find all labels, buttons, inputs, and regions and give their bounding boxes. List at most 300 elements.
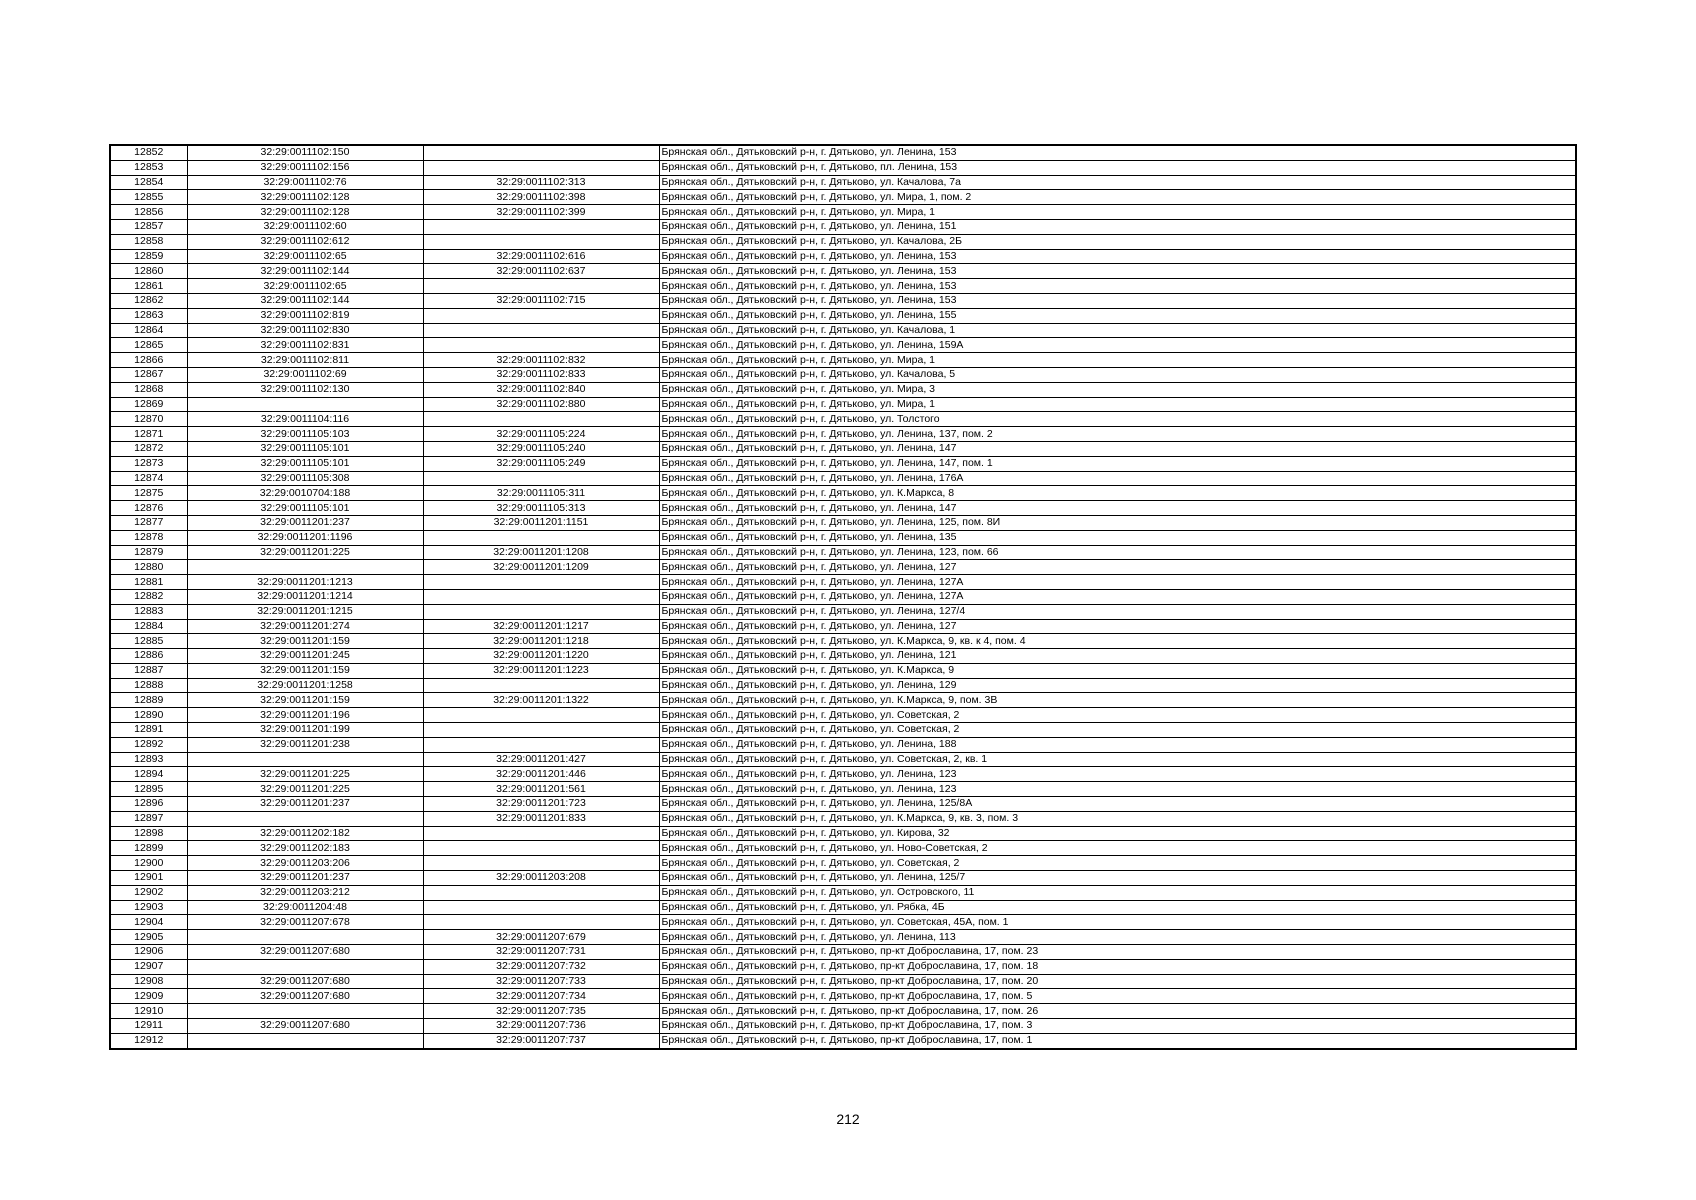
table-row: [110, 871, 1576, 886]
address-cell: Брянская обл., Дятьковский р-н, г. Дятьково, ул. К.Маркса, 8: [659, 486, 1576, 501]
parcel-number-cell: 32:29:0011204:48: [187, 900, 423, 915]
parcel-number-cell: 32:29:0011105:101: [187, 441, 423, 456]
page-number: 212: [836, 1111, 860, 1127]
table-row: [110, 752, 1576, 767]
row-number-cell: 12859: [110, 249, 187, 264]
address-cell: Брянская обл., Дятьковский р-н, г. Дятьково, ул. Кирова, 32: [659, 826, 1576, 841]
object-number-cell: [423, 471, 659, 486]
address-cell: Брянская обл., Дятьковский р-н, г. Дятьково, ул. Качалова, 1: [659, 323, 1576, 338]
table-row: [110, 308, 1576, 323]
cadastral-table: [109, 144, 1577, 1050]
row-number-cell: 12899: [110, 841, 187, 856]
object-number-cell: 32:29:0011102:832: [423, 353, 659, 368]
row-number-cell: 12904: [110, 915, 187, 930]
parcel-number-cell: 32:29:0011201:1213: [187, 575, 423, 590]
row-number-cell: 12910: [110, 1004, 187, 1019]
parcel-number-cell: 32:29:0011207:680: [187, 974, 423, 989]
address-cell: Брянская обл., Дятьковский р-н, г. Дятьково, ул. Ленина, 127: [659, 619, 1576, 634]
object-number-cell: [423, 589, 659, 604]
parcel-number-cell: 32:29:0011201:159: [187, 663, 423, 678]
parcel-number-cell: 32:29:0011105:103: [187, 427, 423, 442]
row-number-cell: 12888: [110, 678, 187, 693]
address-cell: Брянская обл., Дятьковский р-н, г. Дятьково, ул. Качалова, 7а: [659, 175, 1576, 190]
table-row: [110, 249, 1576, 264]
row-number-cell: 12887: [110, 663, 187, 678]
table-row: [110, 205, 1576, 220]
address-cell: Брянская обл., Дятьковский р-н, г. Дятьково, ул. Ленина, 159А: [659, 338, 1576, 353]
address-cell: Брянская обл., Дятьковский р-н, г. Дятьково, ул. Советская, 2: [659, 856, 1576, 871]
address-cell: Брянская обл., Дятьковский р-н, г. Дятьково, ул. Советская, 2, кв. 1: [659, 752, 1576, 767]
table-row: [110, 856, 1576, 871]
object-number-cell: [423, 145, 659, 160]
object-number-cell: 32:29:0011207:731: [423, 945, 659, 960]
address-cell: Брянская обл., Дятьковский р-н, г. Дятьково, ул. Ленина, 125, пом. 8И: [659, 515, 1576, 530]
table-row: [110, 811, 1576, 826]
object-number-cell: [423, 826, 659, 841]
address-cell: Брянская обл., Дятьковский р-н, г. Дятьково, ул. Ленина, 121: [659, 649, 1576, 664]
row-number-cell: 12897: [110, 811, 187, 826]
address-cell: Брянская обл., Дятьковский р-н, г. Дятьково, пр-кт Доброславина, 17, пом. 26: [659, 1004, 1576, 1019]
table-row: [110, 826, 1576, 841]
address-cell: Брянская обл., Дятьковский р-н, г. Дятьково, ул. Мира, 1: [659, 205, 1576, 220]
table-row: [110, 530, 1576, 545]
table-row: [110, 900, 1576, 915]
address-cell: Брянская обл., Дятьковский р-н, г. Дятьково, ул. Советская, 45А, пом. 1: [659, 915, 1576, 930]
table-row: [110, 279, 1576, 294]
row-number-cell: 12873: [110, 456, 187, 471]
row-number-cell: 12880: [110, 560, 187, 575]
object-number-cell: 32:29:0011102:833: [423, 367, 659, 382]
object-number-cell: 32:29:0011102:399: [423, 205, 659, 220]
parcel-number-cell: 32:29:0011207:680: [187, 989, 423, 1004]
object-number-cell: [423, 708, 659, 723]
address-cell: Брянская обл., Дятьковский р-н, г. Дятьково, ул. К.Маркса, 9, кв. к 4, пом. 4: [659, 634, 1576, 649]
address-cell: Брянская обл., Дятьковский р-н, г. Дятьково, ул. К.Маркса, 9: [659, 663, 1576, 678]
address-cell: Брянская обл., Дятьковский р-н, г. Дятьково, ул. Советская, 2: [659, 708, 1576, 723]
parcel-number-cell: 32:29:0011102:830: [187, 323, 423, 338]
object-number-cell: 32:29:0011201:1151: [423, 515, 659, 530]
parcel-number-cell: 32:29:0011102:65: [187, 279, 423, 294]
parcel-number-cell: 32:29:0011201:274: [187, 619, 423, 634]
object-number-cell: [423, 678, 659, 693]
parcel-number-cell: 32:29:0011203:206: [187, 856, 423, 871]
table-row: [110, 323, 1576, 338]
address-cell: Брянская обл., Дятьковский р-н, г. Дятьково, ул. К.Маркса, 9, кв. 3, пом. 3: [659, 811, 1576, 826]
object-number-cell: 32:29:0011207:735: [423, 1004, 659, 1019]
parcel-number-cell: 32:29:0011201:159: [187, 693, 423, 708]
row-number-cell: 12858: [110, 234, 187, 249]
parcel-number-cell: 32:29:0011202:183: [187, 841, 423, 856]
table-row: [110, 367, 1576, 382]
parcel-number-cell: 32:29:0011201:225: [187, 545, 423, 560]
address-cell: Брянская обл., Дятьковский р-н, г. Дятьково, ул. К.Маркса, 9, пом. 3В: [659, 693, 1576, 708]
object-number-cell: [423, 856, 659, 871]
row-number-cell: 12861: [110, 279, 187, 294]
address-cell: Брянская обл., Дятьковский р-н, г. Дятьково, пр-кт Доброславина, 17, пом. 18: [659, 959, 1576, 974]
table-row: [110, 649, 1576, 664]
address-cell: Брянская обл., Дятьковский р-н, г. Дятьково, ул. Ленина, 155: [659, 308, 1576, 323]
row-number-cell: 12884: [110, 619, 187, 634]
row-number-cell: 12889: [110, 693, 187, 708]
address-cell: Брянская обл., Дятьковский р-н, г. Дятьково, ул. Толстого: [659, 412, 1576, 427]
parcel-number-cell: 32:29:0011207:678: [187, 915, 423, 930]
object-number-cell: [423, 160, 659, 175]
row-number-cell: 12890: [110, 708, 187, 723]
row-number-cell: 12869: [110, 397, 187, 412]
object-number-cell: [423, 234, 659, 249]
parcel-number-cell: 32:29:0011201:159: [187, 634, 423, 649]
table-row: [110, 353, 1576, 368]
object-number-cell: [423, 530, 659, 545]
row-number-cell: 12853: [110, 160, 187, 175]
table-row: [110, 175, 1576, 190]
row-number-cell: 12864: [110, 323, 187, 338]
parcel-number-cell: 32:29:0011201:1196: [187, 530, 423, 545]
parcel-number-cell: 32:29:0011201:1215: [187, 604, 423, 619]
row-number-cell: 12891: [110, 723, 187, 738]
object-number-cell: 32:29:0011201:446: [423, 767, 659, 782]
row-number-cell: 12874: [110, 471, 187, 486]
address-cell: Брянская обл., Дятьковский р-н, г. Дятьково, ул. Ленина, 125/7: [659, 871, 1576, 886]
address-cell: Брянская обл., Дятьковский р-н, г. Дятьково, ул. Ленина, 147: [659, 501, 1576, 516]
address-cell: Брянская обл., Дятьковский р-н, г. Дятьково, ул. Рябка, 4Б: [659, 900, 1576, 915]
row-number-cell: 12907: [110, 959, 187, 974]
row-number-cell: 12893: [110, 752, 187, 767]
object-number-cell: [423, 737, 659, 752]
object-number-cell: [423, 338, 659, 353]
address-cell: Брянская обл., Дятьковский р-н, г. Дятьково, ул. Островского, 11: [659, 885, 1576, 900]
table-row: [110, 797, 1576, 812]
parcel-number-cell: [187, 1033, 423, 1048]
address-cell: Брянская обл., Дятьковский р-н, г. Дятьково, пл. Ленина, 153: [659, 160, 1576, 175]
table-row: [110, 145, 1576, 160]
address-cell: Брянская обл., Дятьковский р-н, г. Дятьково, ул. Советская, 2: [659, 723, 1576, 738]
address-cell: Брянская обл., Дятьковский р-н, г. Дятьково, ул. Ленина, 127/4: [659, 604, 1576, 619]
table-row: [110, 412, 1576, 427]
parcel-number-cell: 32:29:0011201:237: [187, 797, 423, 812]
row-number-cell: 12876: [110, 501, 187, 516]
address-cell: Брянская обл., Дятьковский р-н, г. Дятьково, ул. Ленина, 188: [659, 737, 1576, 752]
object-number-cell: 32:29:0011201:833: [423, 811, 659, 826]
parcel-number-cell: 32:29:0011201:237: [187, 871, 423, 886]
table-row: [110, 930, 1576, 945]
table-row: [110, 382, 1576, 397]
parcel-number-cell: 32:29:0011201:196: [187, 708, 423, 723]
table-row: [110, 693, 1576, 708]
row-number-cell: 12865: [110, 338, 187, 353]
object-number-cell: 32:29:0011201:1217: [423, 619, 659, 634]
object-number-cell: 32:29:0011207:734: [423, 989, 659, 1004]
parcel-number-cell: [187, 397, 423, 412]
address-cell: Брянская обл., Дятьковский р-н, г. Дятьково, ул. Ленина, 123, пом. 66: [659, 545, 1576, 560]
address-cell: Брянская обл., Дятьковский р-н, г. Дятьково, ул. Ленина, 147, пом. 1: [659, 456, 1576, 471]
parcel-number-cell: 32:29:0011102:130: [187, 382, 423, 397]
parcel-number-cell: 32:29:0011201:237: [187, 515, 423, 530]
parcel-number-cell: 32:29:0011105:101: [187, 501, 423, 516]
table-row: [110, 456, 1576, 471]
row-number-cell: 12906: [110, 945, 187, 960]
object-number-cell: 32:29:0011102:313: [423, 175, 659, 190]
table-row: [110, 663, 1576, 678]
address-cell: Брянская обл., Дятьковский р-н, г. Дятьково, ул. Ленина, 153: [659, 264, 1576, 279]
table-row: [110, 160, 1576, 175]
parcel-number-cell: 32:29:0011105:101: [187, 456, 423, 471]
object-number-cell: 32:29:0011201:723: [423, 797, 659, 812]
row-number-cell: 12857: [110, 219, 187, 234]
object-number-cell: 32:29:0011102:840: [423, 382, 659, 397]
address-cell: Брянская обл., Дятьковский р-н, г. Дятьково, ул. Ленина, 153: [659, 249, 1576, 264]
address-cell: Брянская обл., Дятьковский р-н, г. Дятьково, ул. Ленина, 129: [659, 678, 1576, 693]
address-cell: Брянская обл., Дятьковский р-н, г. Дятьково, ул. Ленина, 147: [659, 441, 1576, 456]
table-row: [110, 723, 1576, 738]
row-number-cell: 12903: [110, 900, 187, 915]
row-number-cell: 12905: [110, 930, 187, 945]
object-number-cell: 32:29:0011203:208: [423, 871, 659, 886]
parcel-number-cell: 32:29:0011203:212: [187, 885, 423, 900]
address-cell: Брянская обл., Дятьковский р-н, г. Дятьково, пр-кт Доброславина, 17, пом. 23: [659, 945, 1576, 960]
parcel-number-cell: 32:29:0011201:199: [187, 723, 423, 738]
parcel-number-cell: 32:29:0011102:811: [187, 353, 423, 368]
row-number-cell: 12878: [110, 530, 187, 545]
table-row: [110, 1033, 1576, 1048]
address-cell: Брянская обл., Дятьковский р-н, г. Дятьково, ул. Ленина, 137, пом. 2: [659, 427, 1576, 442]
row-number-cell: 12872: [110, 441, 187, 456]
address-cell: Брянская обл., Дятьковский р-н, г. Дятьково, ул. Ново-Советская, 2: [659, 841, 1576, 856]
table-row: [110, 737, 1576, 752]
object-number-cell: [423, 841, 659, 856]
object-number-cell: 32:29:0011207:732: [423, 959, 659, 974]
address-cell: Брянская обл., Дятьковский р-н, г. Дятьково, ул. Мира, 3: [659, 382, 1576, 397]
parcel-number-cell: 32:29:0011201:238: [187, 737, 423, 752]
table-row: [110, 974, 1576, 989]
row-number-cell: 12863: [110, 308, 187, 323]
address-cell: Брянская обл., Дятьковский р-н, г. Дятьково, ул. Ленина, 123: [659, 767, 1576, 782]
object-number-cell: 32:29:0011201:1208: [423, 545, 659, 560]
table-row: [110, 471, 1576, 486]
table-row: [110, 619, 1576, 634]
object-number-cell: [423, 915, 659, 930]
row-number-cell: 12909: [110, 989, 187, 1004]
address-cell: Брянская обл., Дятьковский р-н, г. Дятьково, ул. Ленина, 153: [659, 145, 1576, 160]
object-number-cell: [423, 575, 659, 590]
parcel-number-cell: 32:29:0011102:819: [187, 308, 423, 323]
object-number-cell: [423, 412, 659, 427]
parcel-number-cell: 32:29:0011207:680: [187, 1019, 423, 1034]
table-row: [110, 589, 1576, 604]
row-number-cell: 12855: [110, 190, 187, 205]
parcel-number-cell: 32:29:0011102:150: [187, 145, 423, 160]
object-number-cell: 32:29:0011105:311: [423, 486, 659, 501]
address-cell: Брянская обл., Дятьковский р-н, г. Дятьково, пр-кт Доброславина, 17, пом. 20: [659, 974, 1576, 989]
table-row: [110, 427, 1576, 442]
object-number-cell: 32:29:0011207:679: [423, 930, 659, 945]
object-number-cell: 32:29:0011102:398: [423, 190, 659, 205]
object-number-cell: 32:29:0011102:616: [423, 249, 659, 264]
object-number-cell: [423, 604, 659, 619]
table-row: [110, 293, 1576, 308]
object-number-cell: [423, 723, 659, 738]
table-row: [110, 767, 1576, 782]
table-row: [110, 841, 1576, 856]
address-cell: Брянская обл., Дятьковский р-н, г. Дятьково, ул. Ленина, 123: [659, 782, 1576, 797]
object-number-cell: 32:29:0011201:1223: [423, 663, 659, 678]
object-number-cell: 32:29:0011201:1220: [423, 649, 659, 664]
table-row: [110, 545, 1576, 560]
address-cell: Брянская обл., Дятьковский р-н, г. Дятьково, пр-кт Доброславина, 17, пом. 3: [659, 1019, 1576, 1034]
table-row: [110, 604, 1576, 619]
parcel-number-cell: 32:29:0011201:1258: [187, 678, 423, 693]
table-row: [110, 515, 1576, 530]
row-number-cell: 12877: [110, 515, 187, 530]
table-row: [110, 338, 1576, 353]
object-number-cell: [423, 900, 659, 915]
row-number-cell: 12883: [110, 604, 187, 619]
row-number-cell: 12886: [110, 649, 187, 664]
object-number-cell: 32:29:0011105:249: [423, 456, 659, 471]
table-row: [110, 560, 1576, 575]
parcel-number-cell: 32:29:0011102:144: [187, 264, 423, 279]
parcel-number-cell: 32:29:0011201:1214: [187, 589, 423, 604]
address-cell: Брянская обл., Дятьковский р-н, г. Дятьково, ул. Мира, 1: [659, 353, 1576, 368]
object-number-cell: [423, 323, 659, 338]
parcel-number-cell: 32:29:0011202:182: [187, 826, 423, 841]
table-body: [110, 145, 1576, 1049]
row-number-cell: 12854: [110, 175, 187, 190]
parcel-number-cell: [187, 811, 423, 826]
row-number-cell: 12912: [110, 1033, 187, 1048]
row-number-cell: 12901: [110, 871, 187, 886]
address-cell: Брянская обл., Дятьковский р-н, г. Дятьково, ул. Мира, 1, пом. 2: [659, 190, 1576, 205]
address-cell: Брянская обл., Дятьковский р-н, г. Дятьково, ул. Ленина, 127: [659, 560, 1576, 575]
parcel-number-cell: 32:29:0011102:831: [187, 338, 423, 353]
object-number-cell: 32:29:0011201:427: [423, 752, 659, 767]
table-row: [110, 989, 1576, 1004]
object-number-cell: 32:29:0011105:224: [423, 427, 659, 442]
object-number-cell: 32:29:0011102:715: [423, 293, 659, 308]
table-row: [110, 264, 1576, 279]
parcel-number-cell: 32:29:0011102:69: [187, 367, 423, 382]
table-row: [110, 634, 1576, 649]
address-cell: Брянская обл., Дятьковский р-н, г. Дятьково, пр-кт Доброславина, 17, пом. 5: [659, 989, 1576, 1004]
address-cell: Брянская обл., Дятьковский р-н, г. Дятьково, пр-кт Доброславина, 17, пом. 1: [659, 1033, 1576, 1048]
row-number-cell: 12902: [110, 885, 187, 900]
table-row: [110, 1004, 1576, 1019]
object-number-cell: 32:29:0011207:736: [423, 1019, 659, 1034]
address-cell: Брянская обл., Дятьковский р-н, г. Дятьково, ул. Ленина, 127А: [659, 589, 1576, 604]
object-number-cell: 32:29:0011102:637: [423, 264, 659, 279]
object-number-cell: 32:29:0011201:1209: [423, 560, 659, 575]
address-cell: Брянская обл., Дятьковский р-н, г. Дятьково, ул. Ленина, 127А: [659, 575, 1576, 590]
row-number-cell: 12892: [110, 737, 187, 752]
row-number-cell: 12895: [110, 782, 187, 797]
address-cell: Брянская обл., Дятьковский р-н, г. Дятьково, ул. Ленина, 113: [659, 930, 1576, 945]
address-cell: Брянская обл., Дятьковский р-н, г. Дятьково, ул. Ленина, 135: [659, 530, 1576, 545]
table-row: [110, 486, 1576, 501]
row-number-cell: 12860: [110, 264, 187, 279]
row-number-cell: 12898: [110, 826, 187, 841]
row-number-cell: 12866: [110, 353, 187, 368]
table-row: [110, 234, 1576, 249]
table-row: [110, 501, 1576, 516]
object-number-cell: [423, 279, 659, 294]
parcel-number-cell: [187, 930, 423, 945]
parcel-number-cell: [187, 560, 423, 575]
parcel-number-cell: 32:29:0011102:144: [187, 293, 423, 308]
row-number-cell: 12875: [110, 486, 187, 501]
table-row: [110, 441, 1576, 456]
parcel-number-cell: [187, 752, 423, 767]
row-number-cell: 12856: [110, 205, 187, 220]
parcel-number-cell: 32:29:0011102:65: [187, 249, 423, 264]
table-row: [110, 219, 1576, 234]
parcel-number-cell: [187, 1004, 423, 1019]
table-row: [110, 945, 1576, 960]
row-number-cell: 12852: [110, 145, 187, 160]
parcel-number-cell: 32:29:0011207:680: [187, 945, 423, 960]
address-cell: Брянская обл., Дятьковский р-н, г. Дятьково, ул. Качалова, 5: [659, 367, 1576, 382]
table-row: [110, 915, 1576, 930]
address-cell: Брянская обл., Дятьковский р-н, г. Дятьково, ул. Ленина, 153: [659, 279, 1576, 294]
row-number-cell: 12894: [110, 767, 187, 782]
row-number-cell: 12881: [110, 575, 187, 590]
object-number-cell: 32:29:0011201:561: [423, 782, 659, 797]
table-row: [110, 959, 1576, 974]
row-number-cell: 12879: [110, 545, 187, 560]
parcel-number-cell: 32:29:0011102:128: [187, 205, 423, 220]
object-number-cell: 32:29:0011105:313: [423, 501, 659, 516]
object-number-cell: [423, 219, 659, 234]
row-number-cell: 12885: [110, 634, 187, 649]
table-row: [110, 575, 1576, 590]
parcel-number-cell: 32:29:0010704:188: [187, 486, 423, 501]
table-row: [110, 190, 1576, 205]
parcel-number-cell: 32:29:0011102:612: [187, 234, 423, 249]
parcel-number-cell: 32:29:0011102:60: [187, 219, 423, 234]
address-cell: Брянская обл., Дятьковский р-н, г. Дятьково, ул. Ленина, 151: [659, 219, 1576, 234]
object-number-cell: [423, 308, 659, 323]
row-number-cell: 12862: [110, 293, 187, 308]
parcel-number-cell: 32:29:0011102:128: [187, 190, 423, 205]
table-row: [110, 885, 1576, 900]
parcel-number-cell: 32:29:0011201:225: [187, 782, 423, 797]
row-number-cell: 12908: [110, 974, 187, 989]
address-cell: Брянская обл., Дятьковский р-н, г. Дятьково, ул. Ленина, 125/8А: [659, 797, 1576, 812]
object-number-cell: 32:29:0011102:880: [423, 397, 659, 412]
object-number-cell: [423, 885, 659, 900]
table-row: [110, 678, 1576, 693]
table-row: [110, 1019, 1576, 1034]
parcel-number-cell: 32:29:0011201:225: [187, 767, 423, 782]
table-row: [110, 397, 1576, 412]
row-number-cell: 12911: [110, 1019, 187, 1034]
object-number-cell: 32:29:0011207:733: [423, 974, 659, 989]
row-number-cell: 12868: [110, 382, 187, 397]
parcel-number-cell: 32:29:0011201:245: [187, 649, 423, 664]
row-number-cell: 12867: [110, 367, 187, 382]
address-cell: Брянская обл., Дятьковский р-н, г. Дятьково, ул. Ленина, 153: [659, 293, 1576, 308]
parcel-number-cell: 32:29:0011104:116: [187, 412, 423, 427]
parcel-number-cell: 32:29:0011102:76: [187, 175, 423, 190]
object-number-cell: 32:29:0011105:240: [423, 441, 659, 456]
row-number-cell: 12896: [110, 797, 187, 812]
row-number-cell: 12871: [110, 427, 187, 442]
parcel-number-cell: [187, 959, 423, 974]
row-number-cell: 12870: [110, 412, 187, 427]
parcel-number-cell: 32:29:0011102:156: [187, 160, 423, 175]
object-number-cell: 32:29:0011201:1218: [423, 634, 659, 649]
table-row: [110, 782, 1576, 797]
address-cell: Брянская обл., Дятьковский р-н, г. Дятьково, ул. Мира, 1: [659, 397, 1576, 412]
